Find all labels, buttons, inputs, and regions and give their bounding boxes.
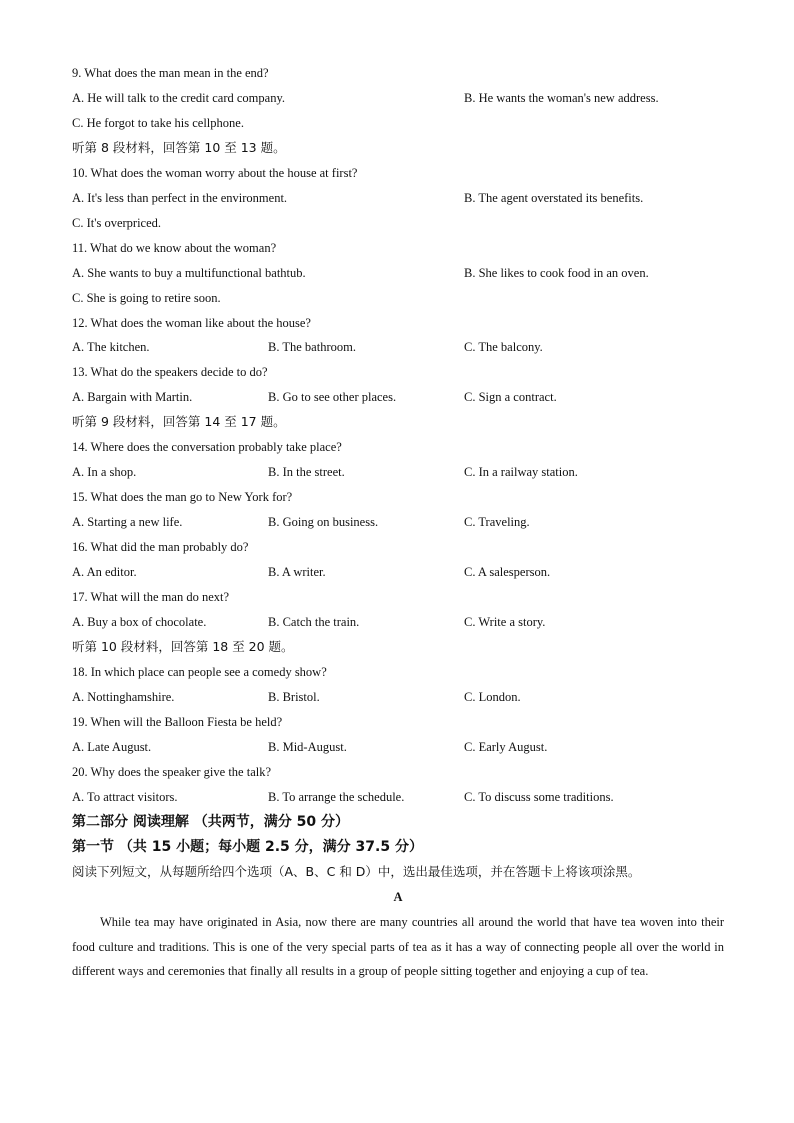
- option-a: A. To attract visitors.: [72, 789, 178, 804]
- option-c: C. Early August.: [464, 739, 548, 754]
- option-b: B. Going on business.: [268, 515, 379, 530]
- part-heading: 第二部分 阅读理解 （共两节，满分 50 分）: [72, 814, 349, 830]
- question-stem: 13. What do the speakers decide to do?: [72, 365, 268, 380]
- option-a: A. An editor.: [72, 565, 137, 579]
- option-b: B. The agent overstated its benefits.: [464, 190, 644, 205]
- passage-text: While tea may have originated in Asia, now there are many countries all around the world that have tea woven into their food culture and traditions. This is one of the very special parts of tea as it has a way of connecting people all over the world in different ways and ceremonies that finally all results in a group of people sitting together and enjoying a cup of tea.: [72, 915, 724, 979]
- section-instruction: 听第 10 段材料，回答第 18 至 20 题。: [72, 638, 294, 654]
- question-stem: 17. What will the man do next?: [72, 589, 230, 604]
- question-stem: 9. What does the man mean in the end?: [72, 66, 269, 80]
- option-a: A. The kitchen.: [72, 340, 150, 355]
- option-c: C. It's overpriced.: [72, 215, 162, 230]
- question-stem: 10. What does the woman worry about the house at first?: [72, 165, 358, 180]
- option-a: A. Starting a new life.: [72, 515, 183, 530]
- option-c: C. A salesperson.: [464, 565, 551, 579]
- section-instruction: 听第 9 段材料，回答第 14 至 17 题。: [72, 414, 286, 430]
- question-stem: 11. What do we know about the woman?: [72, 240, 277, 255]
- option-c: C. Sign a contract.: [464, 390, 557, 405]
- option-a: A. Late August.: [72, 739, 152, 754]
- passage-label: A: [393, 890, 403, 904]
- option-a: A. She wants to buy a multifunctional bathtub.: [72, 265, 306, 280]
- option-a: A. Buy a box of chocolate.: [72, 614, 207, 629]
- option-b: B. Bristol.: [268, 689, 320, 704]
- question-stem: 14. Where does the conversation probably take place?: [72, 440, 342, 455]
- question-stem: 12. What does the woman like about the house?: [72, 315, 311, 330]
- section-instruction: 听第 8 段材料，回答第 10 至 13 题。: [72, 139, 286, 155]
- reading-instruction: 阅读下列短文，从每题所给四个选项（A、B、C 和 D）中，选出最佳选项，并在答题卡上将该项涂黑。: [72, 864, 641, 879]
- question-stem: 19. When will the Balloon Fiesta be held?: [72, 714, 283, 729]
- option-a: A. Nottinghamshire.: [72, 689, 175, 704]
- option-b: B. Catch the train.: [268, 614, 360, 629]
- option-b: B. Go to see other places.: [268, 390, 397, 405]
- option-a: A. Bargain with Martin.: [72, 390, 193, 405]
- option-a: A. In a shop.: [72, 465, 137, 480]
- option-a: A. He will talk to the credit card company.: [72, 90, 286, 105]
- option-b: B. He wants the woman's new address.: [464, 90, 659, 105]
- question-stem: 15. What does the man go to New York for?: [72, 490, 293, 505]
- option-a: A. It's less than perfect in the environment.: [72, 190, 288, 205]
- question-stem: 18. In which place can people see a comedy show?: [72, 664, 327, 679]
- option-c: C. She is going to retire soon.: [72, 290, 221, 305]
- option-c: C. The balcony.: [464, 340, 543, 355]
- option-b: B. In the street.: [268, 465, 345, 480]
- option-c: C. He forgot to take his cellphone.: [72, 115, 244, 130]
- option-b: B. She likes to cook food in an oven.: [464, 265, 649, 280]
- option-b: B. Mid-August.: [268, 739, 347, 754]
- option-c: C. London.: [464, 689, 521, 704]
- option-b: B. The bathroom.: [268, 340, 356, 355]
- question-stem: 16. What did the man probably do?: [72, 540, 249, 555]
- option-b: B. To arrange the schedule.: [268, 789, 405, 804]
- section-heading: 第一节 （共 15 小题；每小题 2.5 分，满分 37.5 分）: [72, 839, 423, 855]
- option-c: C. To discuss some traditions.: [464, 789, 614, 804]
- option-c: C. Write a story.: [464, 614, 546, 629]
- option-c: C. In a railway station.: [464, 465, 578, 480]
- option-b: B. A writer.: [268, 565, 326, 579]
- option-c: C. Traveling.: [464, 515, 530, 530]
- question-stem: 20. Why does the speaker give the talk?: [72, 764, 272, 779]
